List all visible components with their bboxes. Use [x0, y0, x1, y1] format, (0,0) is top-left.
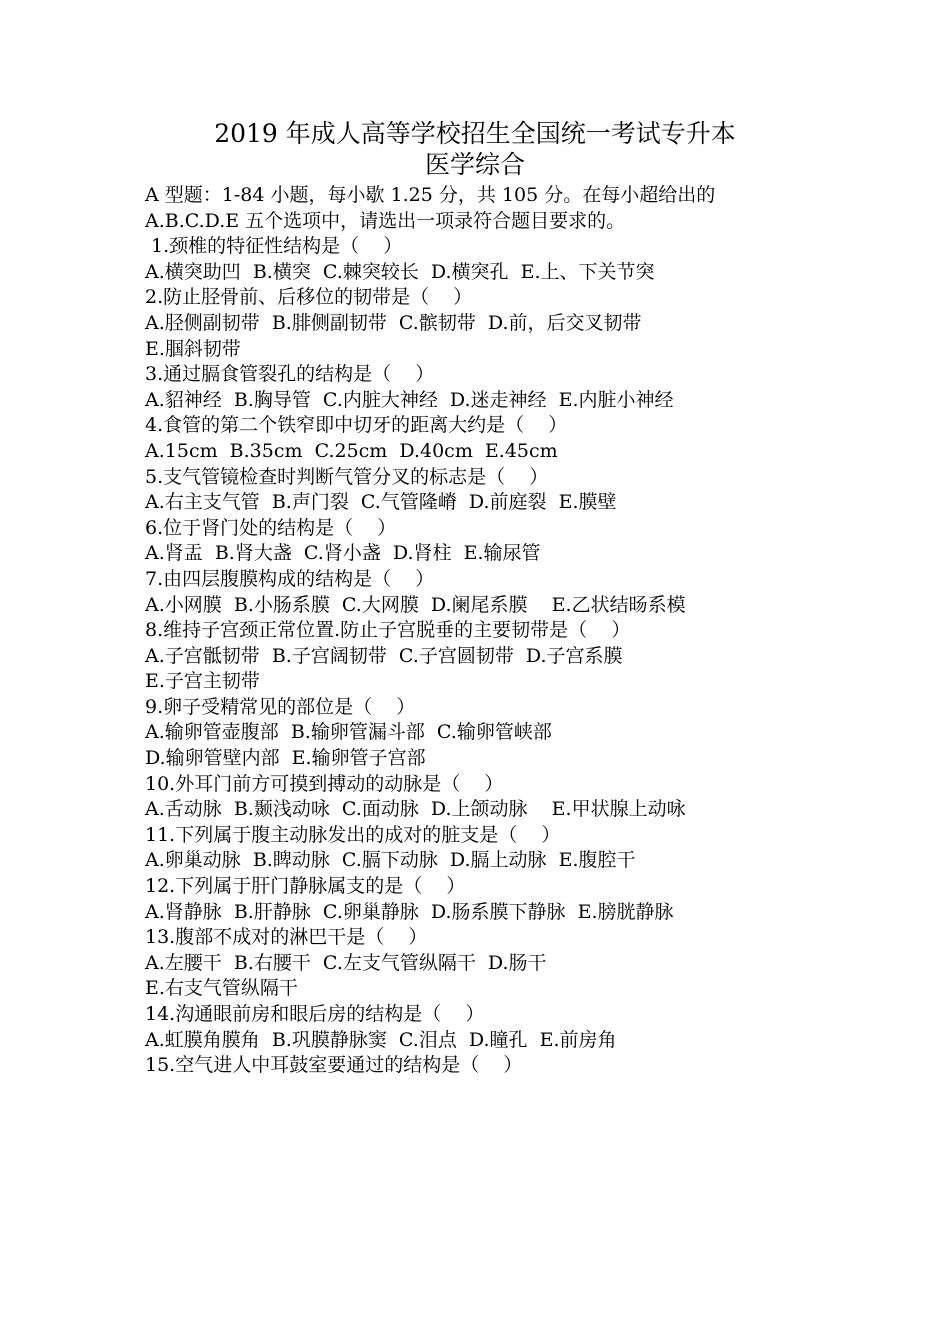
options-line: A.15cm B.35cm C.25cm D.40cm E.45cm: [145, 439, 558, 462]
options-line: E.腘斜韧带: [145, 337, 241, 360]
question-line: 11.下列属于腹主动脉发出的成对的脏支是（ ）: [145, 823, 561, 846]
question-line: 9.卵子受精常见的部位是（ ）: [145, 695, 416, 718]
options-line: A.左腰干 B.右腰干 C.左支气管纵隔干 D.肠干: [145, 951, 547, 974]
question-line: 2.防止胫骨前、后移位的韧带是（ ）: [145, 286, 473, 309]
intro-line: A 型题：1-84 小题，每小歇 1.25 分，共 105 分。在每小超给出的: [145, 184, 716, 206]
title-line-2: 医学综合: [424, 150, 525, 179]
options-line: A.卵巢动脉 B.睥动脉 C.膈下动脉 D.膈上动脉 E.腹腔干: [145, 849, 636, 872]
options-line: E.右支气管纵隔干: [145, 977, 298, 1000]
options-line: A.输卵管壶腹部 B.输卵管漏斗部 C.输卵管峡部: [145, 721, 552, 744]
question-line: 15.空气进人中耳鼓室要通过的结构是（ ）: [145, 1054, 523, 1077]
question-line: 7.由四层腹膜构成的结构是（ ）: [145, 567, 435, 590]
options-line: A.右主支气管 B.声门裂 C.气管隆嵴 D.前庭裂 E.膜壁: [145, 491, 617, 514]
question-line: 5.支气管镜检查时判断气管分叉的标志是（ ）: [145, 465, 549, 488]
options-line: A.虹膜角膜角 B.巩膜静脉窦 C.泪点 D.瞳孔 E.前房角: [145, 1028, 617, 1051]
options-line: E.子宫主韧带: [145, 670, 260, 693]
question-line: 4.食管的第二个铁窄即中切牙的距离大约是（ ）: [145, 414, 568, 437]
options-line: A.肾盂 B.肾大盏 C.肾小盏 D.肾柱 E.输尿管: [145, 542, 541, 565]
question-line: 12.下列属于肝门静脉属支的是（ ）: [145, 875, 466, 898]
options-line: A.貂神经 B.胸导管 C.内脏大神经 D.迷走神经 E.内脏小神经: [145, 388, 674, 411]
question-line: 1.颈椎的特征性结构是（ ）: [145, 235, 403, 258]
options-line: A.小网膜 B.小肠系膜 C.大网膜 D.阑尾系膜 E.乙状结旸系模: [145, 593, 686, 616]
options-line: A.胫侧副韧带 B.腓侧副韧带 C.髌韧带 D.前，后交叉韧带: [145, 311, 642, 334]
question-line: 10.外耳门前方可摸到搏动的动脉是（ ）: [145, 772, 504, 795]
options-line: A.舌动脉 B.颞浅动咏 C.面动脉 D.上颌动脉 E.甲状腺上动咏: [145, 798, 686, 821]
options-line: A.子宫骶韧带 B.子宫阔韧带 C.子宫圆韧带 D.子宫系膜: [145, 644, 623, 667]
options-line: A.横突助凹 B.横突 C.棘突较长 D.横突孔 E.上、下关节突: [145, 260, 655, 283]
document-body: [145, 183, 845, 1079]
question-line: 6.位于肾门处的结构是（ ）: [145, 516, 397, 539]
options-line: D.输卵管壁内部 E.输卵管子宫部: [145, 747, 426, 770]
question-line: 8.维持子宫颈正常位置.防止子宫脱垂的主要韧带是（ ）: [145, 619, 631, 642]
question-line: 14.沟通眼前房和眼后房的结构是（ ）: [145, 1003, 485, 1025]
intro-line: A.B.C.D.E 五个选项中，请选出一项录符合题目要求的。: [145, 209, 626, 232]
title-line-1: 2019 年成人高等学校招生全国统一考试专升本: [214, 119, 736, 148]
question-line: 13.腹部不成对的淋巴干是（ ）: [145, 926, 428, 949]
question-line: 3.通过膈食管裂孔的结构是（ ）: [145, 363, 435, 386]
document-title: [0, 118, 950, 180]
options-line: A.肾静脉 B.肝静脉 C.卵巢静脉 D.肠系膜下静脉 E.膀胱静脉: [145, 900, 674, 923]
